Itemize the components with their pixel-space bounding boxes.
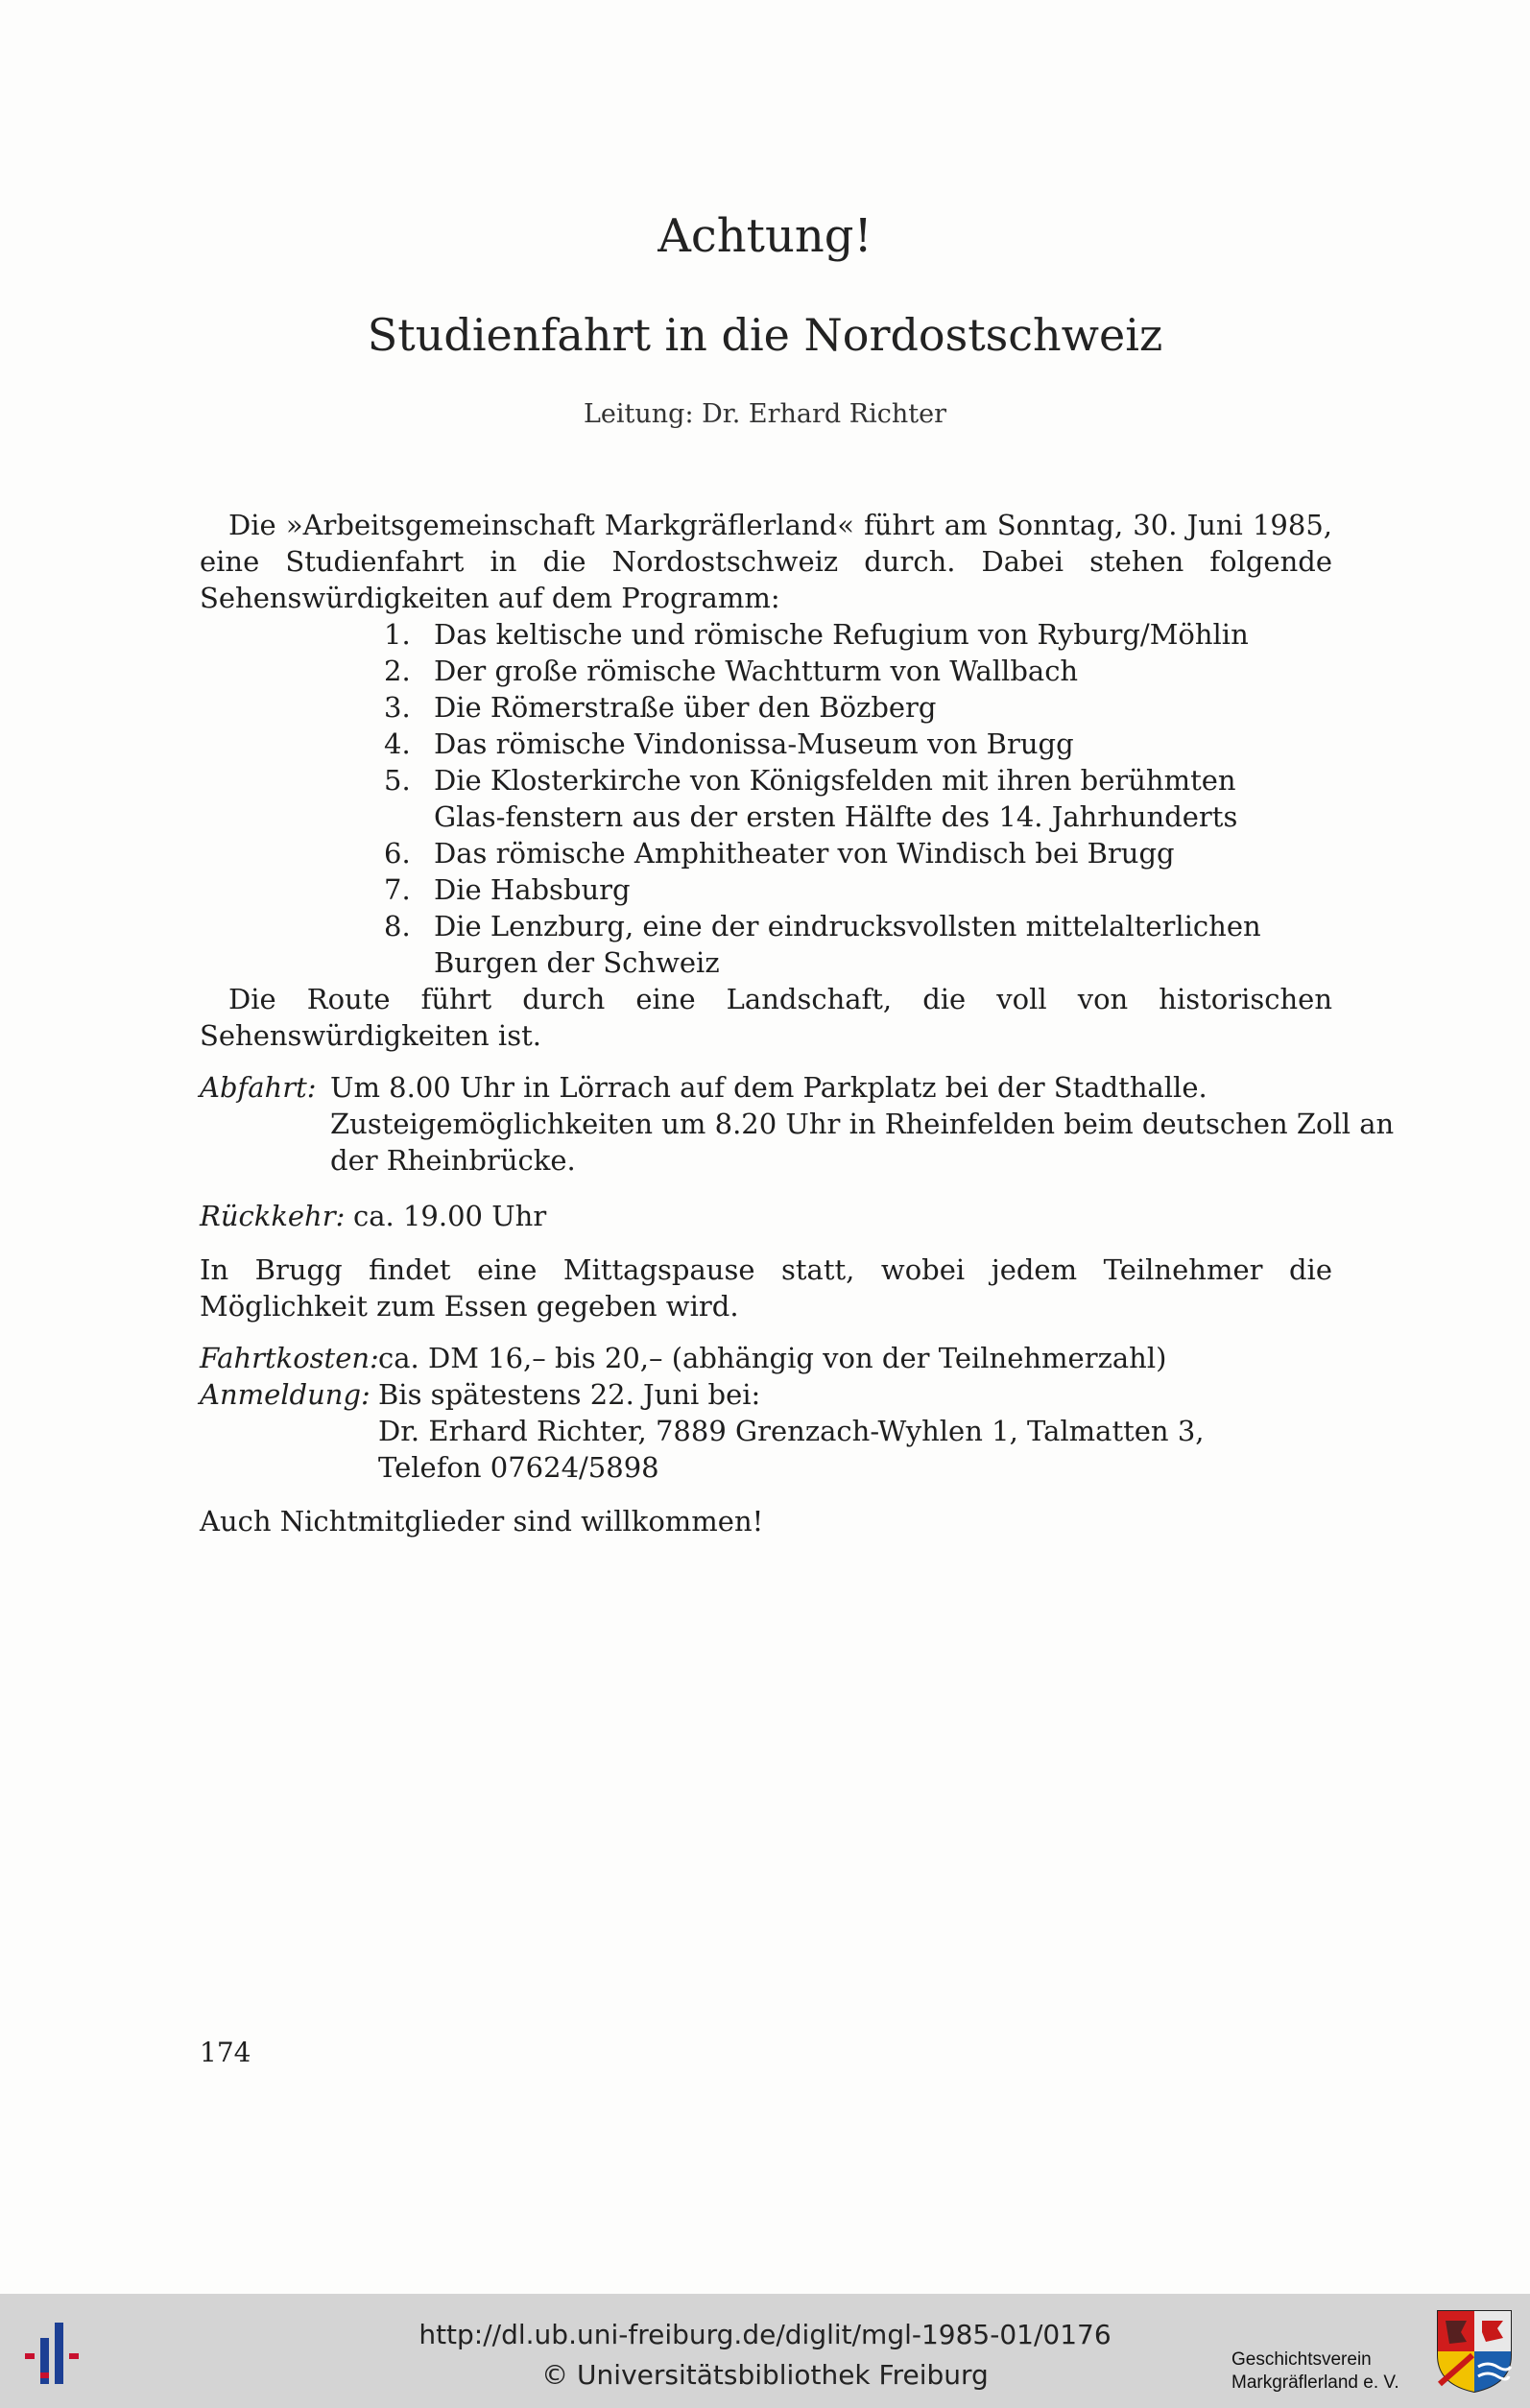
- list-item-text: Die Römerstraße über den Bözberg: [434, 691, 937, 724]
- list-item: [384, 871, 1286, 908]
- list-item: [384, 689, 1286, 726]
- list-item-text: Das römische Vindonissa-Museum von Brugg: [434, 727, 1074, 760]
- leader-line: Leitung: Dr. Erhard Richter: [584, 399, 946, 429]
- sights-list: [384, 616, 1286, 981]
- list-item-number: 3.: [384, 691, 411, 724]
- page-number: 174: [200, 2037, 251, 2068]
- list-item-text: Das römische Amphitheater von Windisch bei Brugg: [434, 837, 1175, 870]
- society-name-line-1: Geschichtsverein: [1231, 2349, 1372, 2370]
- list-item-number: 2.: [384, 655, 411, 687]
- closing-line: Auch Nichtmitglieder sind willkommen!: [200, 1505, 764, 1538]
- list-item: [384, 762, 1286, 835]
- list-item: [384, 908, 1286, 981]
- list-item: [384, 653, 1286, 689]
- costs-text: ca. DM 16,– bis 20,– (abhängig von der Teilnehmerzahl): [378, 1342, 1167, 1374]
- lunch-paragraph: [200, 1252, 1332, 1324]
- departure-label: Abfahrt:: [200, 1071, 317, 1104]
- list-item: [384, 616, 1286, 653]
- page-subtitle: Studienfahrt in die Nordostschweiz: [367, 309, 1163, 361]
- list-item-number: 1.: [384, 618, 411, 651]
- copyright-text: © Universitätsbibliothek Freiburg: [541, 2359, 989, 2391]
- list-item-number: 4.: [384, 727, 411, 760]
- route-text: Die Route führt durch eine Landschaft, die voll von historischen Sehenswürdigkeiten ist.: [200, 983, 1332, 1052]
- list-item-text: Die Klosterkirche von Königsfelden mit ihren berühmten Glas-fenstern aus der ersten Hälfte des 14. Jahrhunderts: [434, 764, 1238, 833]
- society-name-line-2: Markgräflerland e. V.: [1231, 2372, 1399, 2393]
- list-item-number: 7.: [384, 873, 411, 906]
- list-item-number: 6.: [384, 837, 411, 870]
- list-item-number: 8.: [384, 910, 411, 942]
- intro-paragraph: [200, 507, 1332, 616]
- route-paragraph: [200, 981, 1332, 1054]
- registration-line-3: Telefon 07624/5898: [378, 1451, 659, 1484]
- coat-of-arms-icon[interactable]: [1434, 2307, 1515, 2394]
- list-item-text: Die Lenzburg, eine der eindrucksvollsten mittelalterlichen Burgen der Schweiz: [434, 910, 1261, 979]
- registration-label: Anmeldung:: [200, 1378, 371, 1411]
- lunch-text: In Brugg findet eine Mittagspause statt, wobei jedem Teilnehmer die Möglichkeit zum Essen gegeben wird.: [200, 1253, 1332, 1323]
- intro-text: Die »Arbeitsgemeinschaft Markgräflerland« führt am Sonntag, 30. Juni 1985, eine Studienfahrt in die Nordostschweiz durch. Dabei stehen folgende Sehenswürdigkeiten auf dem Programm:: [200, 509, 1332, 614]
- registration-line-2: Dr. Erhard Richter, 7889 Grenzach-Wyhlen 1, Talmatten 3,: [378, 1415, 1205, 1447]
- list-item-text: Das keltische und römische Refugium von Ryburg/Möhlin: [434, 618, 1249, 651]
- costs-label: Fahrtkosten:: [200, 1342, 379, 1374]
- source-url-link[interactable]: http://dl.ub.uni-freiburg.de/diglit/mgl-1985-01/0176: [418, 2319, 1112, 2350]
- departure-line-3: der Rheinbrücke.: [330, 1144, 576, 1177]
- departure-line-1: Um 8.00 Uhr in Lörrach auf dem Parkplatz bei der Stadthalle.: [330, 1071, 1207, 1104]
- return-label: Rückkehr:: [200, 1200, 346, 1232]
- list-item: [384, 835, 1286, 871]
- registration-line-1: Bis spätestens 22. Juni bei:: [378, 1378, 761, 1411]
- list-item: [384, 726, 1286, 762]
- list-item-number: 5.: [384, 764, 411, 797]
- page-title: Achtung!: [657, 209, 873, 263]
- list-item-text: Die Habsburg: [434, 873, 631, 906]
- return-time: ca. 19.00 Uhr: [353, 1200, 547, 1232]
- list-item-text: Der große römische Wachtturm von Wallbach: [434, 655, 1079, 687]
- departure-line-2: Zusteigemöglichkeiten um 8.20 Uhr in Rheinfelden beim deutschen Zoll an: [330, 1108, 1395, 1140]
